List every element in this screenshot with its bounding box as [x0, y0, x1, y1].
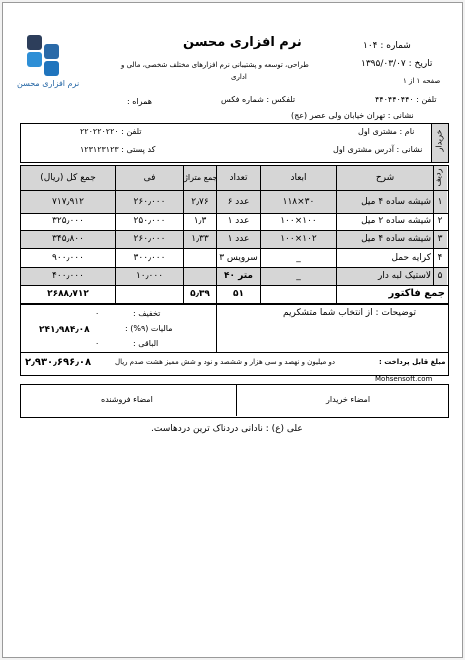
row-index: ۲ — [437, 216, 443, 226]
payable-value: ۲٫۹۳۰٫۶۹۶٫۰۸ — [25, 357, 92, 368]
row-index: ۳ — [437, 234, 443, 244]
logo-squares-icon — [23, 33, 71, 77]
buyer-address: نشانی : آدرس مشتری اول — [333, 145, 423, 154]
row-dimensions: _ — [296, 271, 301, 281]
row-area: ۱٫۳ — [193, 216, 207, 226]
row-unit-price: ۱۰٫۰۰۰ — [135, 271, 164, 281]
signature-box — [20, 384, 449, 418]
invoice-page — [2, 2, 463, 658]
row-total: ۹۰۰٫۰۰۰ — [52, 253, 84, 263]
row-area: ۲٫۷۶ — [191, 197, 209, 207]
row-index: ۴ — [437, 253, 443, 263]
row-description: شیشه ساده ۲ میل — [361, 216, 431, 226]
row-total: ۴۰۰٫۰۰۰ — [52, 271, 84, 281]
row-quantity: ۶ عدد — [227, 197, 250, 207]
header-unit-price: فی — [143, 173, 156, 183]
row-description: کرایه حمل — [391, 253, 431, 263]
row-quantity: ۱ عدد — [227, 234, 250, 244]
invoice-sum-total: ۲۶۸۸٫۷۱۲ — [47, 289, 89, 299]
buyer-side-label: خریدار — [434, 129, 444, 152]
row-description: شیشه ساده ۴ میل — [361, 234, 431, 244]
website: Mohsensoft.com — [375, 375, 433, 383]
remaining-label: الباقی : — [133, 339, 159, 348]
header-row-number: ردیف — [433, 168, 443, 187]
discount-value: ۰ — [95, 309, 100, 318]
discount-label: تخفیف : — [133, 309, 161, 318]
row-total: ۳۲۵٫۰۰۰ — [52, 216, 84, 226]
tagline-line-1: طراحی، توسعه و پشتیبانی نرم افزارهای مختلف شخصی، مالی و — [121, 61, 309, 69]
row-area: ۱٫۳۳ — [191, 234, 209, 244]
row-quantity: ۴۰ متر — [224, 271, 253, 281]
company-fax: تلفکس : شماره فکس — [221, 95, 296, 104]
company-phone: تلفن : ۴۴۰۴۴۰۴۴۰ — [375, 95, 437, 104]
row-unit-price: ۲۶۰٫۰۰۰ — [133, 234, 166, 244]
row-unit-price: ۳۰۰٫۰۰۰ — [133, 253, 166, 263]
row-total: ۷۱۷٫۹۱۲ — [52, 197, 84, 207]
invoice-sum-label: جمع فاکتور — [388, 288, 445, 299]
buyer-signature-label: امضاء خریدار — [326, 395, 371, 404]
row-dimensions: ۱۰۰×۱۰۰ — [280, 216, 317, 226]
invoice-date: تاریخ : ۱۳۹۵/۰۳/۰۷ — [361, 59, 433, 69]
logo-caption: نرم افزاری محسن — [17, 79, 80, 88]
row-dimensions: ۱۰۰×۱۰۲ — [280, 234, 317, 244]
row-description: لاستیک لبه دار — [377, 271, 431, 281]
row-description: شیشه ساده ۴ میل — [361, 197, 431, 207]
company-name: نرم افزاری محسن — [183, 35, 302, 50]
company-address: نشانی : تهران خیابان ولی عصر (عج) — [291, 111, 414, 120]
header-total: جمع کل (ریال) — [40, 173, 96, 183]
buyer-phone: تلفن : ۲۲۰۲۲۰۲۲۰ — [80, 127, 142, 136]
notes: توضیحات : از انتخاب شما متشکریم — [283, 308, 416, 318]
row-unit-price: ۲۵۰٫۰۰۰ — [133, 216, 166, 226]
seller-signature-label: امضاء فروشنده — [101, 395, 153, 404]
header-quantity: تعداد — [229, 173, 248, 183]
remaining-value: ۰ — [95, 339, 100, 348]
page-indicator: صفحه ۱ از ۱ — [403, 77, 441, 85]
row-dimensions: _ — [296, 253, 301, 263]
buyer-name: نام : مشتری اول — [358, 127, 415, 136]
row-quantity: ۳ سرویس — [219, 253, 258, 263]
header-area: جمع متراژ — [184, 173, 218, 182]
row-unit-price: ۲۶۰٫۰۰۰ — [133, 197, 166, 207]
header-description: شرح — [375, 173, 395, 183]
company-logo — [23, 33, 71, 77]
payable-words: دو میلیون و نهصد و سی هزار و ششصد و نود و شش ممیز هشت صدم ریال — [115, 358, 335, 366]
header-dimensions: ابعاد — [290, 173, 307, 183]
row-index: ۱ — [437, 197, 443, 207]
invoice-number: شماره : ۱۰۴ — [363, 41, 411, 51]
row-index: ۵ — [437, 271, 443, 281]
tagline-line-2: اداری — [231, 73, 247, 81]
buyer-postal-code: کد پستی : ۱۲۳۱۲۳۱۲۳ — [80, 145, 156, 154]
company-mobile: همراه : — [127, 97, 152, 106]
tax-label: مالیات (۹%) : — [125, 324, 173, 333]
invoice-sum-area: ۵٫۳۹ — [190, 289, 210, 299]
payable-label: مبلغ قابل پرداخت : — [379, 358, 446, 366]
row-total: ۳۴۵٫۸۰۰ — [52, 234, 84, 244]
row-quantity: ۱ عدد — [227, 216, 250, 226]
tax-value: ۲۴۱٫۹۸۴٫۰۸ — [39, 325, 90, 335]
invoice-sum-quantity: ۵۱ — [233, 289, 244, 299]
row-dimensions: ۱۱۸×۳۰ — [282, 197, 315, 207]
footer-quote: علی (ع) : نادانی دردناک ترین دردهاست. — [151, 424, 303, 434]
